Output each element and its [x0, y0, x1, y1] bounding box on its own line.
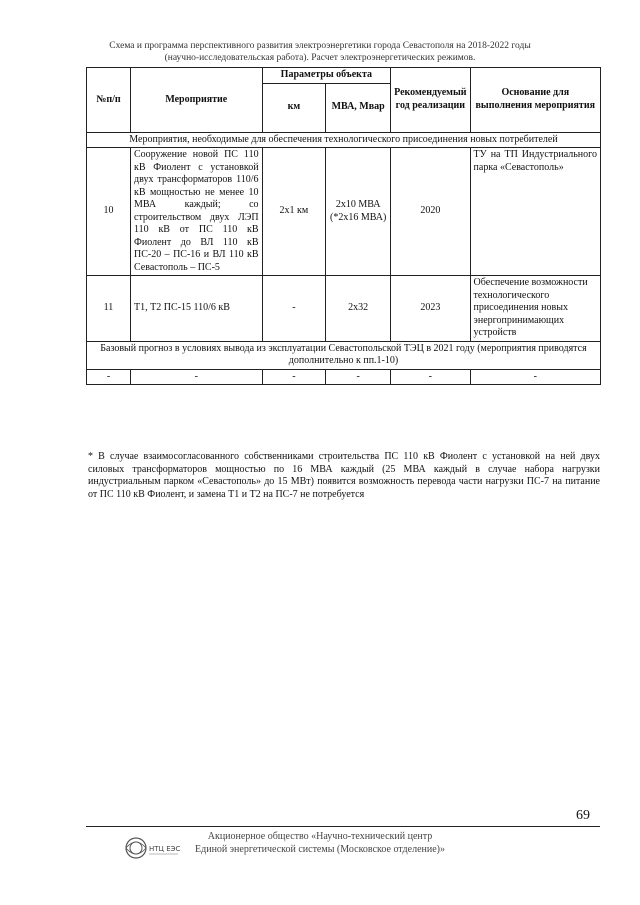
header-line-1: Схема и программа перспективного развития электроэнергетики города Севастополя на 2018-2022 годы [109, 41, 531, 51]
cell-dash: - [391, 369, 470, 385]
cell-mva: 2х10 МВА (*2х16 МВА) [326, 148, 391, 276]
section-title-1: Мероприятия, необходимые для обеспечения технологического присоединения новых потребителей [87, 132, 601, 148]
logo-text: НТЦ ЕЭС [149, 845, 181, 853]
header-line-2: (научно-исследовательская работа). Расчет электроэнергетических режимов. [164, 53, 476, 63]
col-header-km: км [262, 83, 326, 132]
footer-line-1: Акционерное общество «Научно-технический центр [207, 831, 433, 842]
cell-basis: Обеспечение возможности технологического присоединения новых энергопринимающих устройств [470, 276, 600, 342]
section-row [87, 341, 601, 369]
section-row [87, 132, 601, 148]
cell-basis: ТУ на ТП Индустриального парка «Севастополь» [470, 148, 600, 276]
section-title-2: Базовый прогноз в условиях вывода из эксплуатации Севастопольской ТЭЦ в 2021 году (мероприятия приводятся дополнительно к пп.1-10) [87, 341, 601, 369]
col-header-year: Рекомендуемый год реализации [391, 68, 470, 133]
cell-dash: - [87, 369, 131, 385]
col-header-measure: Мероприятие [131, 68, 263, 133]
cell-measure: Т1, Т2 ПС-15 110/6 кВ [131, 276, 263, 342]
cell-dash: - [262, 369, 326, 385]
page-number: 69 [576, 808, 590, 823]
cell-num: 10 [87, 148, 131, 276]
footer-divider [86, 826, 600, 827]
page-header [0, 40, 640, 64]
col-header-mva: МВА, Мвар [326, 83, 391, 132]
page-footer [0, 830, 640, 856]
footer-line-2: Единой энергетической системы (Московское отделение)» [195, 844, 445, 855]
cell-dash: - [131, 369, 263, 385]
cell-measure: Сооружение новой ПС 110 кВ Фиолент с установкой двух трансформаторов 110/6 кВ мощностью не менее 10 МВА каждый; со строительством двух ЛЭП 110 кВ от ПС 110 кВ Фиолент до ВЛ 110 кВ ПС-20 – ПС-16 и ВЛ 110 кВ Севастополь – ПС-5 [131, 148, 263, 276]
measures-table [86, 67, 601, 385]
cell-dash: - [326, 369, 391, 385]
table-row [87, 369, 601, 385]
cell-year: 2020 [391, 148, 470, 276]
cell-mva: 2х32 [326, 276, 391, 342]
cell-km: - [262, 276, 326, 342]
cell-num: 11 [87, 276, 131, 342]
table-header-row-1 [87, 68, 601, 84]
cell-year: 2023 [391, 276, 470, 342]
col-header-num: №п/п [87, 68, 131, 133]
table-row [87, 276, 601, 342]
col-header-params: Параметры объекта [262, 68, 391, 84]
table-row [87, 148, 601, 276]
footnote: * В случае взаимосогласованного собственниками строительства ПС 110 кВ Фиолент с установкой на ней двух силовых трансформаторов мощностью по 16 МВА каждый (25 МВА каждый в случае набора нагрузки индустриальным парком «Севастополь» до 15 МВт) появится возможность перевода части нагрузки ПС-7 на питание от ПС 110 кВ Фиолент, и замена Т1 и Т2 на ПС-7 не потребуется [88, 451, 600, 500]
col-header-basis: Основание для выполнения мероприятия [470, 68, 600, 133]
cell-km: 2х1 км [262, 148, 326, 276]
cell-dash: - [470, 369, 600, 385]
